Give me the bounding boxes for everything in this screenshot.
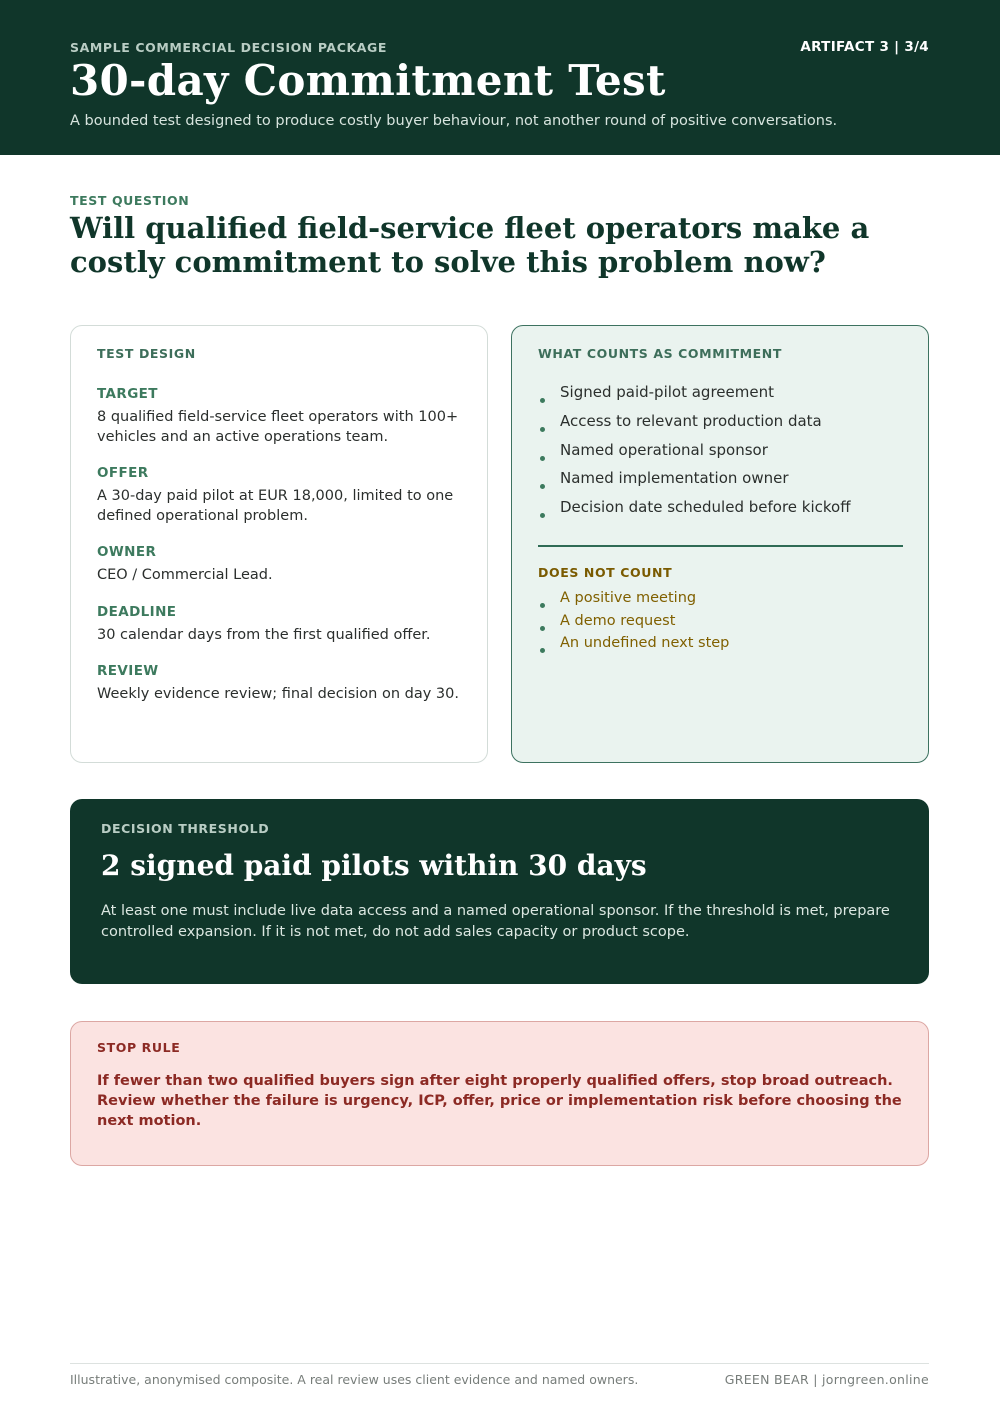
stop-rule-panel (70, 1021, 929, 1166)
design-text: CEO / Commercial Lead. (97, 567, 273, 583)
design-text: 30 calendar days from the first qualified offer. (97, 626, 431, 643)
list-item (538, 467, 908, 496)
test-design-eyebrow: TEST DESIGN (97, 346, 196, 361)
list-item (538, 588, 908, 611)
section-divider (538, 545, 903, 547)
bullet-icon (540, 484, 545, 489)
list-item (538, 633, 908, 656)
does-not-count-list (538, 588, 908, 656)
stop-rule-eyebrow: STOP RULE (97, 1040, 181, 1055)
commitment-item: Signed paid-pilot agreement (560, 383, 774, 401)
list-item (538, 381, 908, 410)
bullet-icon (540, 626, 545, 631)
footer-divider (70, 1363, 929, 1364)
test-design-list (97, 386, 469, 723)
stop-rule-text: If fewer than two qualified buyers sign after eight properly qualified offers, stop broad outreach. Review whether the failure is urgency, ICP, offer, price or implementation risk before choosing the next motion. (97, 1073, 902, 1129)
bullet-icon (540, 603, 545, 608)
page-title: 30-day Commitment Test (70, 56, 666, 105)
commitment-item: Named operational sponsor (560, 440, 768, 459)
does-not-count-eyebrow: DOES NOT COUNT (538, 565, 673, 580)
bullet-icon (540, 398, 545, 403)
commitment-card (511, 325, 929, 763)
design-text: Weekly evidence review; final decision on day 30. (97, 686, 459, 702)
footer-brand: GREEN BEAR | jorngreen.online (724, 1372, 929, 1387)
bullet-icon (540, 456, 545, 461)
design-text: A 30-day paid pilot at EUR 18,000, limited to one defined operational problem. (97, 488, 454, 524)
footer-disclaimer: Illustrative, anonymised composite. A real review uses client evidence and named owners. (70, 1372, 639, 1387)
design-item-owner (97, 544, 469, 586)
decision-threshold-panel (70, 799, 929, 984)
design-label: REVIEW (97, 663, 159, 679)
not-count-item: A demo request (560, 612, 676, 629)
design-label: TARGET (97, 386, 158, 402)
not-count-item: A positive meeting (560, 590, 697, 606)
page-header (0, 0, 1000, 155)
bullet-icon (540, 513, 545, 518)
threshold-title: 2 signed paid pilots within 30 days (101, 849, 647, 882)
test-design-card (70, 325, 488, 763)
header-eyebrow: SAMPLE COMMERCIAL DECISION PACKAGE (70, 40, 388, 55)
design-label: OWNER (97, 544, 157, 560)
design-text: 8 qualified field-service fleet operators with 100+ vehicles and an active operations team. (97, 409, 459, 445)
bullet-icon (540, 648, 545, 653)
list-item (538, 496, 908, 525)
commitment-item: Named implementation owner (560, 469, 789, 488)
threshold-eyebrow: DECISION THRESHOLD (101, 821, 270, 836)
test-question-eyebrow: TEST QUESTION (70, 193, 190, 208)
page-subtitle: A bounded test designed to produce costly buyer behaviour, not another round of positive conversations. (70, 113, 838, 129)
threshold-text: At least one must include live data access and a named operational sponsor. If the threshold is met, prepare controlled expansion. If it is not met, do not add sales capacity or product scope. (101, 903, 890, 940)
design-item-deadline (97, 604, 469, 646)
commitment-item: Decision date scheduled before kickoff (560, 498, 851, 517)
list-item (538, 611, 908, 634)
artifact-label: ARTIFACT 3 | 3/4 (800, 39, 929, 55)
list-item (538, 410, 908, 439)
design-item-review (97, 663, 469, 705)
design-item-target (97, 386, 469, 447)
design-item-offer (97, 465, 469, 526)
list-item (538, 439, 908, 468)
commitment-eyebrow: WHAT COUNTS AS COMMITMENT (538, 346, 782, 361)
design-label: OFFER (97, 465, 149, 481)
test-question: Will qualified field-service fleet operators make a costly commitment to solve this problem now? (70, 211, 870, 279)
not-count-item: An undefined next step (560, 635, 730, 651)
commitment-item: Access to relevant production data (560, 411, 822, 430)
design-label: DEADLINE (97, 603, 177, 620)
commitment-list (538, 381, 908, 525)
bullet-icon (540, 427, 545, 432)
